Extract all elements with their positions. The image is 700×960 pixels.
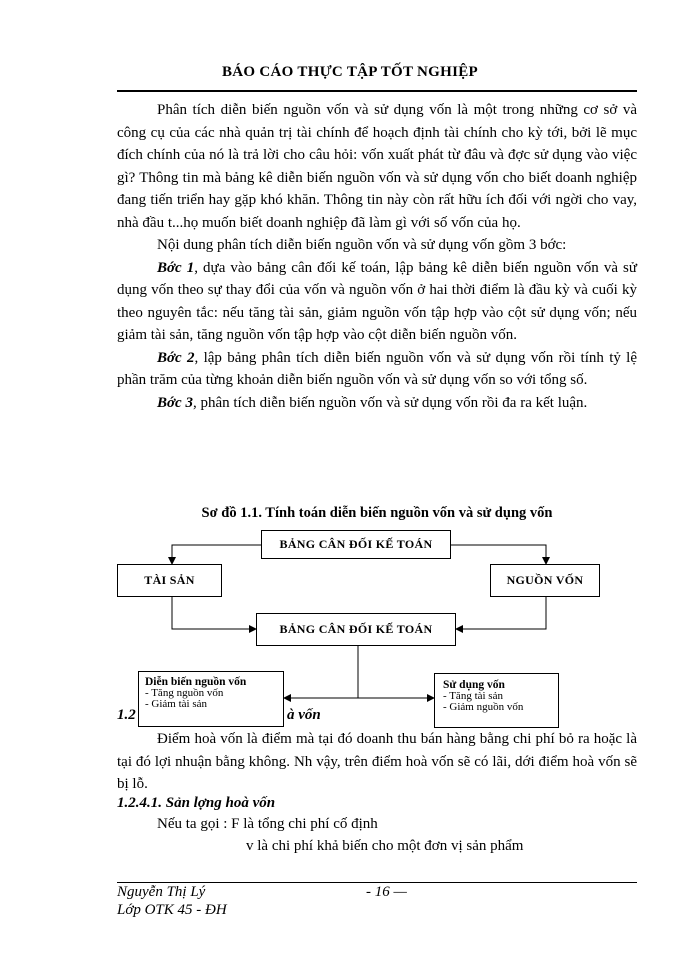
box-balance-sheet-top: BẢNG CÂN ĐỐI KẾ TOÁN	[261, 530, 451, 559]
section-heading-suffix: à vốn	[287, 707, 321, 723]
box-capital-sources: NGUỒN VỐN	[490, 564, 600, 597]
footer-class: Lớp OTK 45 - ĐH	[117, 902, 227, 918]
box-balance-sheet-middle: BẢNG CÂN ĐỐI KẾ TOÁN	[256, 613, 456, 646]
box-assets: TÀI SẢN	[117, 564, 222, 597]
sources-changes-title: Diễn biến nguồn vốn	[145, 676, 247, 688]
footer-page-number: - 16 —	[366, 884, 407, 900]
sources-changes-line-1: - Tăng nguồn vốn	[145, 687, 224, 699]
step-2-text: , lập bảng phân tích diễn biến nguồn vốn và sử dụng vốn rồi tính tỷ lệ phần trăm của từng khoản diễn biến nguồn vốn và sử dụng vốn so với tổng số.	[117, 349, 637, 388]
footer-rule	[117, 882, 637, 883]
connector-top-to-left	[172, 545, 261, 564]
page-header-title: BÁO CÁO THỰC TẬP TỐT NGHIỆP	[221, 64, 479, 80]
formula-line-2: v là chi phí khả biến cho một đơn vị sản phẩm	[246, 838, 524, 854]
section-body	[117, 728, 637, 796]
formula-line-1: Nếu ta gọi : F là tổng chi phí cố định	[157, 816, 378, 832]
connector-left-to-middle	[172, 597, 256, 629]
section-heading-prefix: 1.2	[117, 707, 136, 723]
capital-uses-title: Sử dụng vốn	[443, 679, 505, 691]
connector-right-to-middle	[456, 597, 546, 629]
paragraph-steps-intro: Nội dung phân tích diễn biến nguồn vốn và sử dụng vốn gồm 3 bớc:	[157, 237, 567, 253]
subsection-heading: 1.2.4.1. Sản lợng hoà vốn	[117, 795, 276, 811]
paragraph-intro: Phân tích diễn biến nguồn vốn và sử dụng vốn là một trong những cơ sở và công cụ của các nhà quản trị tài chính để hoạch định tài chính cho kỳ tới, bởi lẽ mục đích chính của nó là trả lời cho câu hỏi: vốn xuất phát từ đâu và đợc sử dụng vào việc gì? Thông tin mà bảng kê diễn biến nguồn vốn và sử dụng vốn cho biết doanh nghiệp đang tiến triển hay gặp khó khăn. Thông tin này còn rất hữu ích đối với ngời cho vay, nhà đầu t...họ muốn biết doanh nghiệp đã làm gì với số vốn của họ.	[117, 102, 637, 231]
sources-changes-line-2: - Giảm tài sản	[145, 698, 208, 710]
step-3-label: Bớc 3	[157, 394, 193, 411]
box-capital-sources-changes	[138, 671, 284, 727]
step-2-label: Bớc 2	[157, 349, 195, 366]
box-capital-uses	[434, 673, 559, 728]
step-1-label: Bớc 1	[157, 259, 195, 276]
step-1-text: , dựa vào bảng cân đối kế toán, lập bảng kê diễn biến nguồn vốn và sử dụng vốn theo sự thay đổi của vốn và nguồn vốn ở hai thời điểm là đầu kỳ và cuối kỳ theo nguyên tắc: nếu tăng tài sản, giảm nguồn vốn tập hợp vào cột sử dụng vốn; nếu giảm tài sản, tăng nguồn vốn tập hợp vào cột diễn biến nguồn vốn.	[117, 259, 637, 343]
capital-uses-line-2: - Giảm nguồn vốn	[443, 701, 524, 713]
step-3-text: , phân tích diễn biến nguồn vốn và sử dụng vốn rồi đa ra kết luận.	[192, 394, 588, 411]
connector-top-to-right	[451, 545, 546, 564]
footer-author: Nguyễn Thị Lý	[117, 884, 206, 900]
diagram-caption: Sơ đồ 1.1. Tính toán diễn biến nguồn vốn và sử dụng vốn	[201, 505, 553, 521]
capital-uses-line-1: - Tăng tài sản	[443, 690, 503, 702]
paragraph-break-even: Điểm hoà vốn là điểm mà tại đó doanh thu bán hàng bằng chi phí bỏ ra hoặc là tại đó lợi nhuận bằng không. Nh vậy, trên điểm hoà vốn sẽ có lãi, dới điểm hoà vốn sẽ bị lỗ.	[117, 731, 637, 792]
